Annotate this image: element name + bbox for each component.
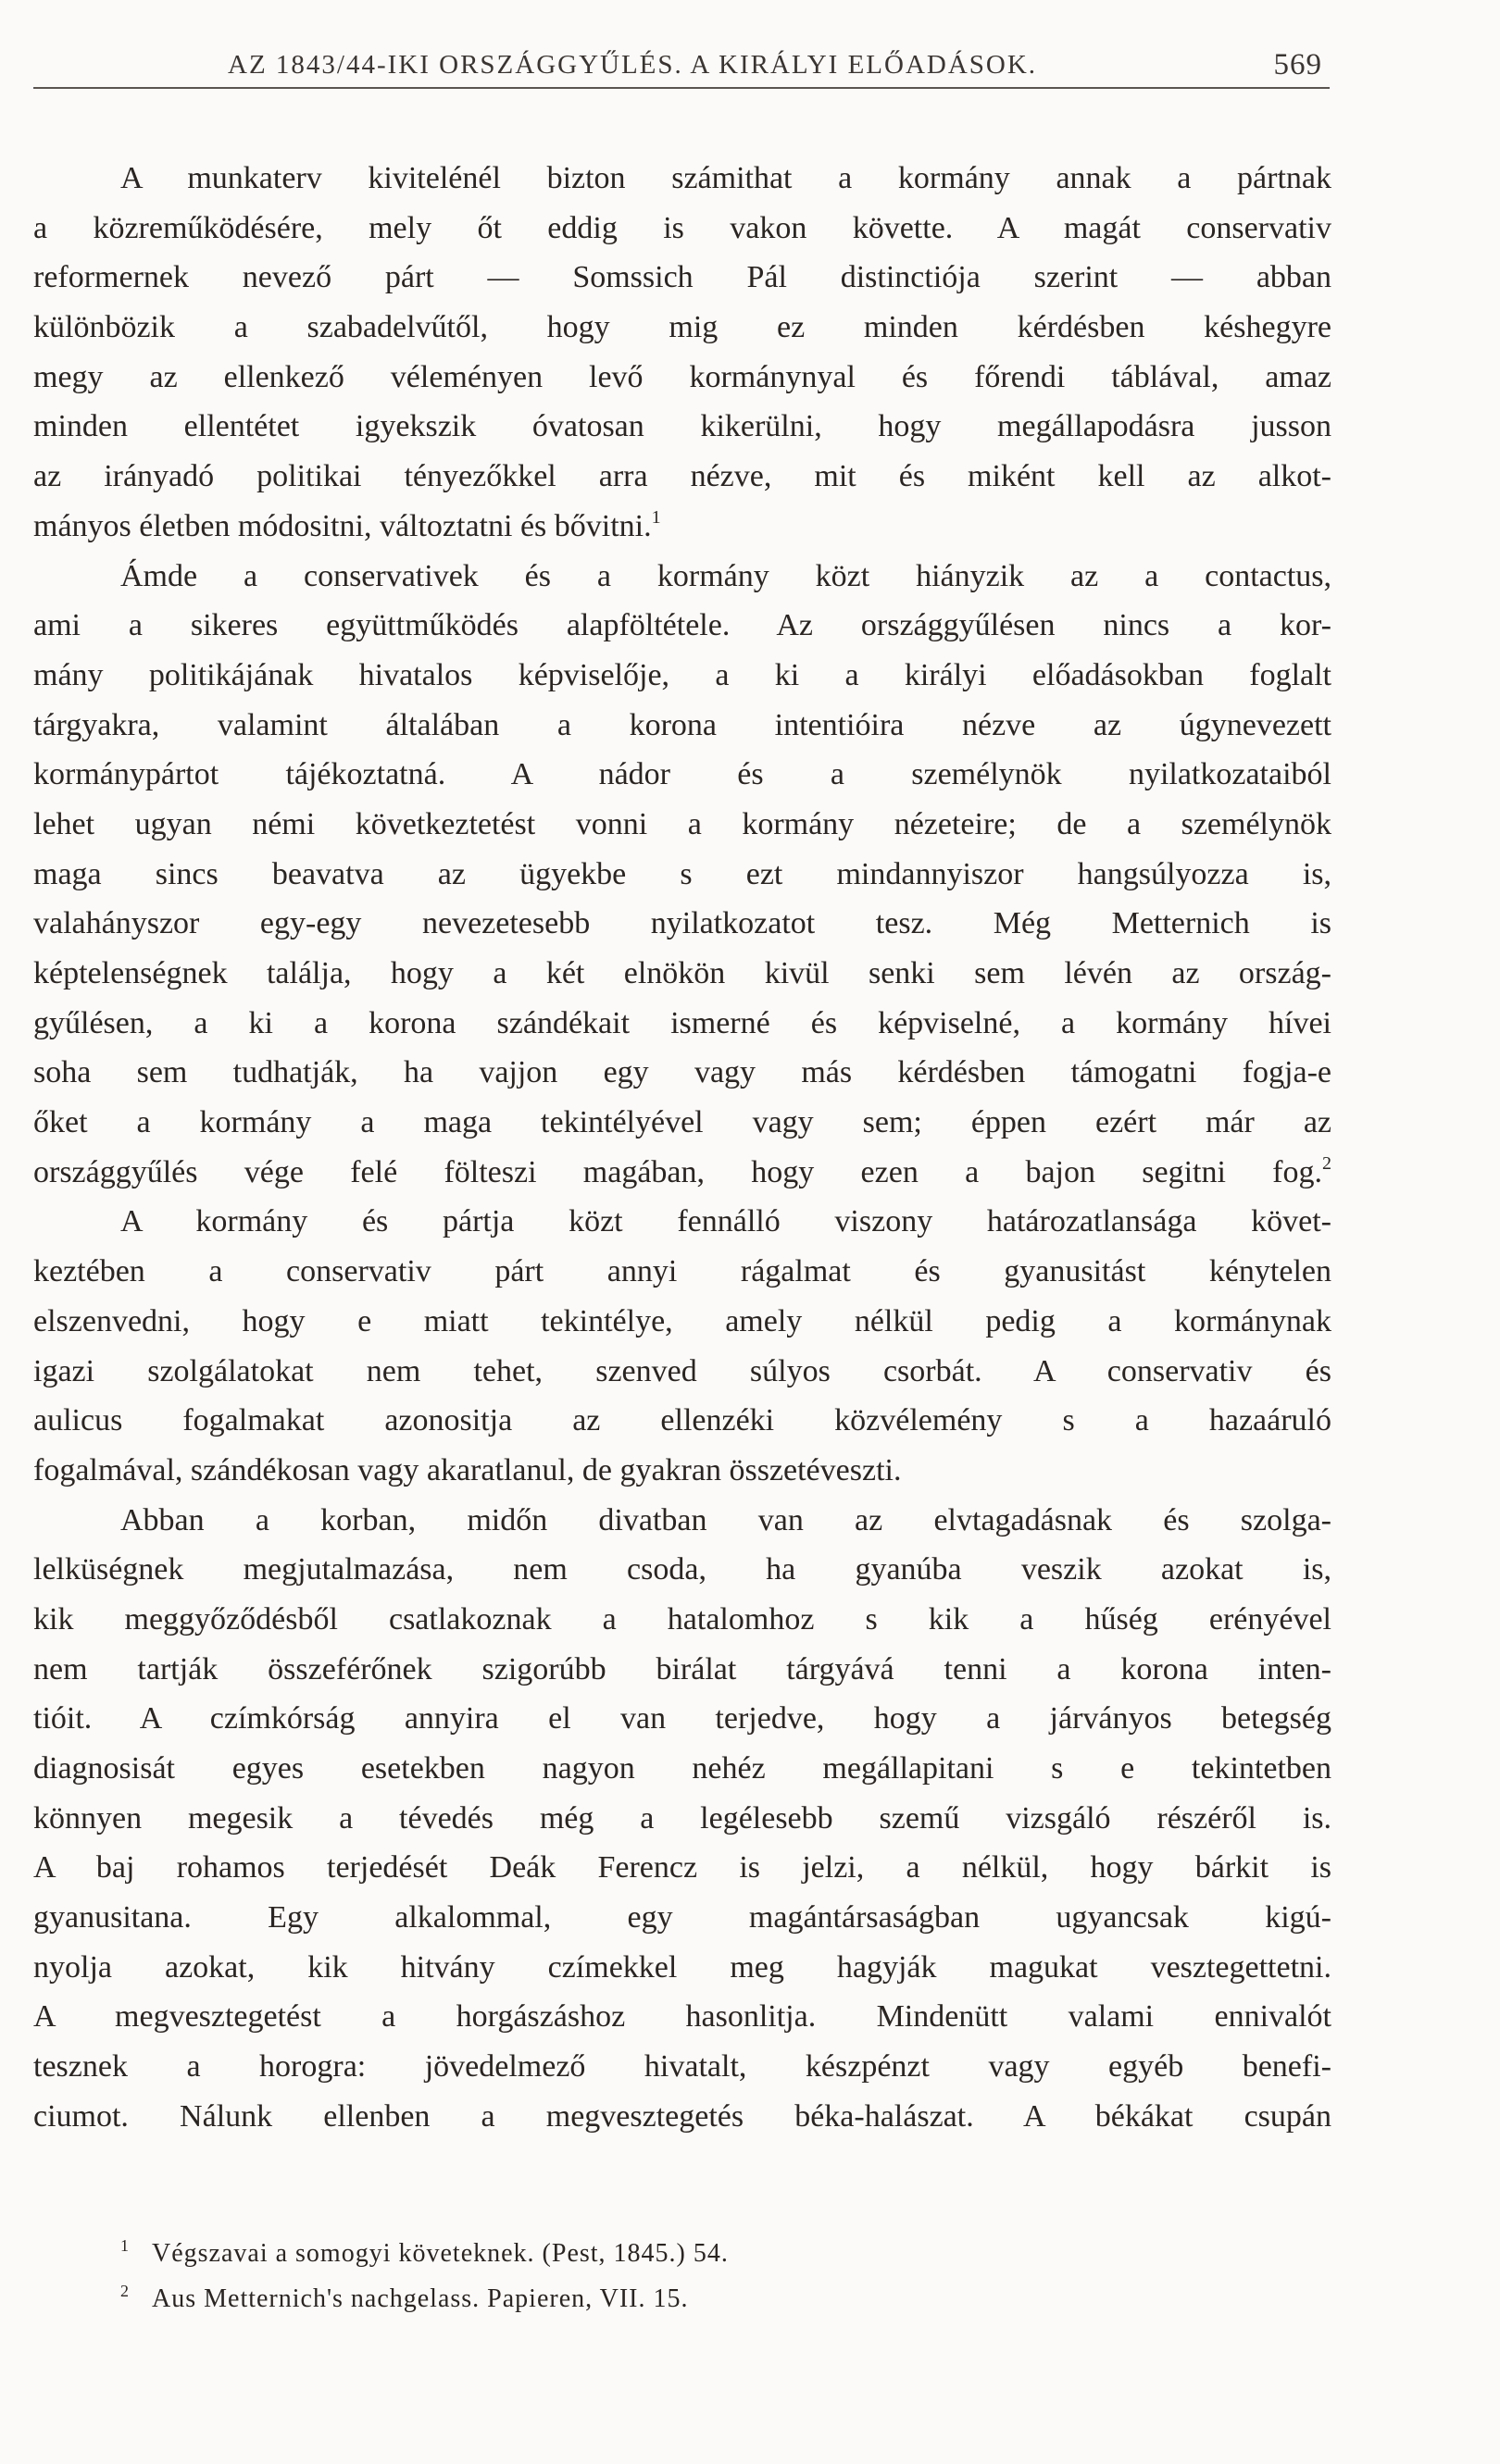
text-line-content: elszenvedni, hogy e miatt tekintélye, amely nélkül pedig a kormánynak: [33, 1303, 1331, 1338]
text-line-content: fogalmával, szándékosan vagy akaratlanul, de gyakran összetéveszti.: [33, 1452, 902, 1487]
text-line-content: Abban a korban, midőn divatban van az elvtagadásnak és szolga-: [120, 1502, 1331, 1537]
text-line: [33, 1694, 1331, 1744]
text-line-content: ami a sikeres együttműködés alapföltétele. Az országgyűlésen nincs a kor-: [33, 608, 1331, 643]
text-line-content: valahányszor egy-egy nevezetesebb nyilatkozatot tesz. Még Metternich is: [33, 906, 1331, 941]
text-line-content: gyanusitana. Egy alkalommal, egy magántársaságban ugyancsak kigú-: [33, 1900, 1331, 1935]
text-line-content: nem tartják összeférőnek szigorúbb birálat tárgyává tenni a korona inten-: [33, 1651, 1331, 1686]
text-line-content: mányos életben módositni, változtatni és bővitni.: [33, 508, 652, 543]
text-line: [33, 1943, 1331, 1993]
text-line-content: lehet ugyan némi következtetést vonni a kormány nézeteire; de a személynök: [33, 806, 1331, 841]
text-line-content: A baj rohamos terjedését Deák Ferencz is jelzi, a nélkül, hogy bárkit is: [33, 1850, 1331, 1885]
text-line: [33, 1545, 1331, 1595]
text-line-content: mány politikájának hivatalos képviselője, a ki a királyi előadásokban foglalt: [33, 657, 1331, 692]
text-line-content: diagnosisát egyes esetekben nagyon nehéz megállapitani s e tekintetben: [33, 1751, 1331, 1786]
text-line-content: az irányadó politikai tényezőkkel arra nézve, mit és miként kell az alkot-: [33, 459, 1331, 494]
text-line: [33, 850, 1331, 900]
text-line-content: A munkaterv kivitelénél bizton számithat a kormány annak a pártnak: [120, 161, 1331, 195]
text-line: [33, 154, 1331, 204]
text-line: [33, 1794, 1331, 1844]
text-line-content: igazi szolgálatokat nem tehet, szenved súlyos csorbát. A conservativ és: [33, 1353, 1331, 1388]
text-line: [33, 552, 1331, 602]
text-line: [33, 1098, 1331, 1148]
text-line-content: gyűlésen, a ki a korona szándékait ismerné és képviselné, a kormány hívei: [33, 1005, 1331, 1040]
text-line: [33, 1843, 1331, 1893]
text-line-content: őket a kormány a maga tekintélyével vagy sem; éppen ezért már az: [33, 1105, 1331, 1140]
footnote: [120, 2231, 1046, 2276]
text-line-content: megy az ellenkező véleményen levő kormánynyal és főrendi táblával, amaz: [33, 359, 1331, 394]
footnote: [120, 2276, 1046, 2321]
text-line: [33, 1148, 1331, 1198]
text-line: [33, 1744, 1331, 1794]
text-line-content: reformernek nevező párt — Somssich Pál distinctiója szerint — abban: [33, 260, 1331, 295]
text-line: [33, 899, 1331, 949]
text-line-content: kormánypártot tájékoztatná. A nádor és a személynök nyilatkozataiból: [33, 757, 1331, 792]
text-line-content: tióit. A czímkórság annyira el van terjedve, hogy a járványos betegség: [33, 1701, 1331, 1736]
text-line: [33, 651, 1331, 701]
text-line-content: Ámde a conservativek és a kormány közt hiányzik az a contactus,: [120, 558, 1331, 593]
footnote-reference: 1: [651, 506, 661, 528]
text-line: [33, 303, 1331, 353]
text-line: [33, 1496, 1331, 1546]
text-line-content: aulicus fogalmakat azonositja az ellenzéki közvélemény s a hazaáruló: [33, 1403, 1331, 1438]
footnote-text: Aus Metternich's nachgelass. Papieren, VII. 15.: [152, 2284, 689, 2313]
text-line-content: soha sem tudhatják, ha vajjon egy vagy más kérdésben támogatni fogja-e: [33, 1055, 1331, 1090]
text-line-content: minden ellentétet igyekszik óvatosan kikerülni, hogy megállapodásra jusson: [33, 409, 1331, 444]
text-line-content: tesznek a horogra: jövedelmező hivatalt, készpénzt vagy egyéb benefi-: [33, 2049, 1331, 2084]
text-line-content: nyolja azokat, kik hitvány czímekkel meg hagyják magukat vesztegettetni.: [33, 1949, 1331, 1985]
text-line: [33, 750, 1331, 800]
text-line: [33, 1048, 1331, 1098]
text-line-content: lelküségnek megjutalmazása, nem csoda, ha gyanúba veszik azokat is,: [33, 1552, 1331, 1587]
text-line: [33, 2092, 1331, 2142]
text-line-content: keztében a conservativ párt annyi rágalmat és gyanusitást kénytelen: [33, 1254, 1331, 1289]
text-line-content: országgyűlés vége felé fölteszi magában, hogy ezen a bajon segitni fog.: [33, 1154, 1322, 1189]
text-line-content: maga sincs beavatva az ügyekbe s ezt mindannyiszor hangsúlyozza is,: [33, 856, 1331, 891]
text-line: [33, 1645, 1331, 1695]
text-line-content: könnyen megesik a tévedés még a legélesebb szemű vizsgáló részéről is.: [33, 1800, 1331, 1836]
text-line: [33, 1446, 1331, 1496]
text-line: [33, 1893, 1331, 1943]
footnote-mark: 2: [120, 2282, 130, 2300]
footnote-text: Végszavai a somogyi követeknek. (Pest, 1845.) 54.: [152, 2239, 729, 2268]
text-line: [33, 253, 1331, 303]
running-header: [33, 46, 1330, 89]
text-line: [33, 204, 1331, 254]
text-line: [33, 999, 1331, 1049]
body-text: [33, 154, 1331, 2142]
text-line: [33, 1347, 1331, 1397]
text-line: [33, 1197, 1331, 1247]
text-line: [33, 402, 1331, 452]
page-number: 569: [1273, 48, 1322, 81]
text-line-content: A kormány és pártja közt fennálló viszony határozatlansága követ-: [120, 1204, 1331, 1239]
text-line-content: kik meggyőződésből csatlakoznak a hatalomhoz s kik a hűség erényével: [33, 1601, 1331, 1636]
text-line: [33, 701, 1331, 751]
running-title: AZ 1843/44-IKI ORSZÁGGYŰLÉS. A KIRÁLYI ELŐADÁSOK.: [228, 50, 1038, 80]
text-line-content: képtelenségnek találja, hogy a két elnökön kivül senki sem lévén az ország-: [33, 956, 1331, 990]
text-line: [33, 949, 1331, 999]
text-line: [33, 502, 1331, 552]
text-line: [33, 1297, 1331, 1347]
text-line: [33, 1992, 1331, 2042]
text-line: [33, 800, 1331, 850]
text-line: [33, 1595, 1331, 1645]
text-line-content: a közreműködésére, mely őt eddig is vakon követte. A magát conservativ: [33, 210, 1331, 245]
text-line: [33, 353, 1331, 403]
text-line: [33, 452, 1331, 502]
text-line-content: ciumot. Nálunk ellenben a megvesztegetés béka-halászat. A békákat csupán: [33, 2098, 1331, 2134]
footnotes: [120, 2231, 1046, 2321]
footnote-mark: 1: [120, 2236, 130, 2255]
text-line-content: A megvesztegetést a horgászáshoz hasonlitja. Mindenütt valami ennivalót: [33, 1999, 1331, 2035]
text-line: [33, 1247, 1331, 1297]
text-line: [33, 601, 1331, 651]
text-line-content: tárgyakra, valamint általában a korona intentióira nézve az úgynevezett: [33, 707, 1331, 742]
text-line: [33, 2042, 1331, 2092]
footnote-reference: 2: [1322, 1152, 1331, 1174]
text-line-content: különbözik a szabadelvűtől, hogy mig ez minden kérdésben késhegyre: [33, 310, 1331, 345]
text-line: [33, 1396, 1331, 1446]
